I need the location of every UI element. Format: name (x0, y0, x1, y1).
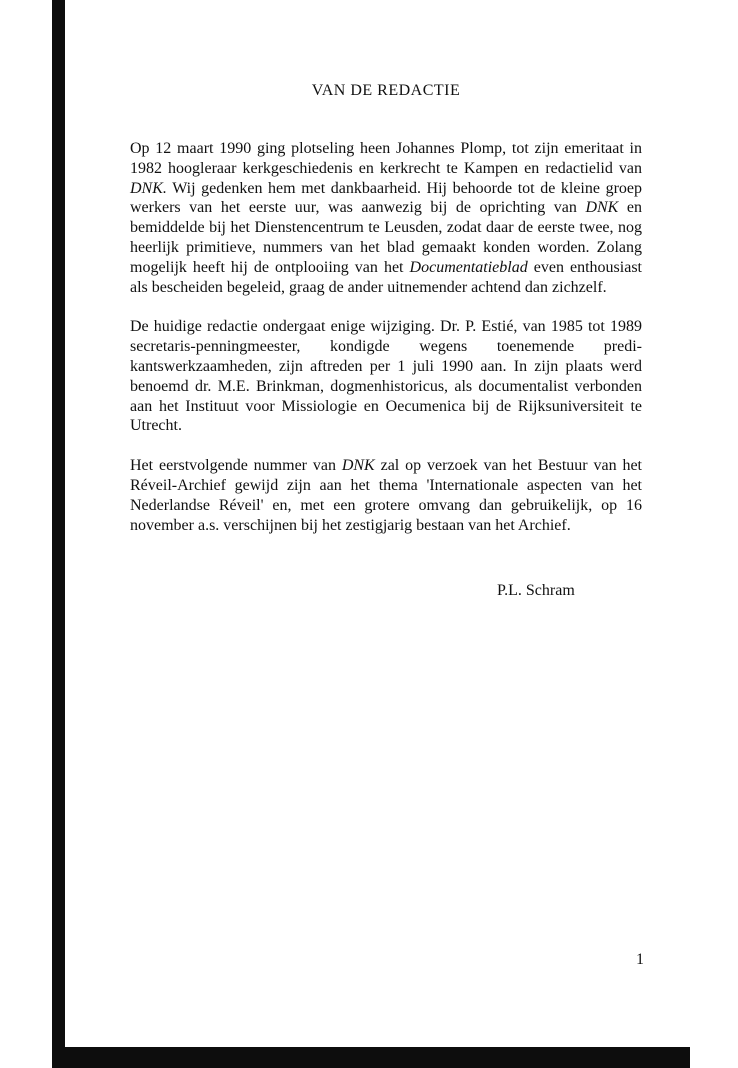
scan-edge-left (52, 0, 65, 1068)
paragraph (130, 456, 642, 535)
italic-text: DNK (341, 457, 375, 475)
italic-text: DNK. (130, 179, 167, 197)
scan-edge-bottom (52, 1047, 690, 1068)
paragraph (130, 139, 642, 297)
text-segment: Het eerstvolgende nummer van (130, 457, 342, 475)
page-number: 1 (636, 951, 644, 968)
author-signature: P.L. Schram (497, 582, 575, 599)
italic-text: Documentatieblad (409, 258, 528, 276)
text-segment: Wij gedenken hem met dankbaarheid. Hij behoorde tot de kleine groep werkers van het eerste uur, was aanwezig bij de oprichting van (130, 179, 642, 217)
paragraph (130, 317, 642, 436)
text-segment: zal op verzoek van het Bestuur van het Réveil-Archief gewijd zijn aan het thema 'Internationale aspecten van het Nederlandse Réveil' en, met een grotere omvang dan gebruikelijk, op 16 november a.s. verschijnen bij het zestigjarig bestaan van het Archief. (130, 457, 642, 534)
text-segment: even enthousiast als bescheiden begeleid, graag de ander uitnemender achtend dan zichzelf. (130, 258, 642, 296)
text-segment: en bemiddelde bij het Dienstencentrum te Leusden, zodat daar de eerste twee, nog heerlijk primitieve, nummers van het blad gemaakt konden worden. Zolang mogelijk heeft hij de ontplooiing van het (130, 199, 642, 276)
italic-text: DNK (585, 199, 619, 217)
text-segment: Op 12 maart 1990 ging plotseling heen Johannes Plomp, tot zijn emeritaat in 1982 hoogleraar kerkgeschiedenis en kerkrecht te Kampen en redactielid van (130, 140, 642, 177)
text-segment: De huidige redactie ondergaat enige wijziging. Dr. P. Estié, van 1985 tot 1989 secretaris-penningmeester, kondigde wegens toenemende predikantswerkzaamheden, zijn aftreden per 1 juli 1990 aan. In zijn plaats werd benoemd dr. M.E. Brinkman, dogmenhistoricus, als documentalist verbonden aan het Instituut voor Missiologie en Oecumenica bij de Rijksuniversiteit te Utrecht. (130, 318, 642, 435)
article-body (130, 139, 642, 555)
page-title: VAN DE REDACTIE (311, 82, 461, 99)
